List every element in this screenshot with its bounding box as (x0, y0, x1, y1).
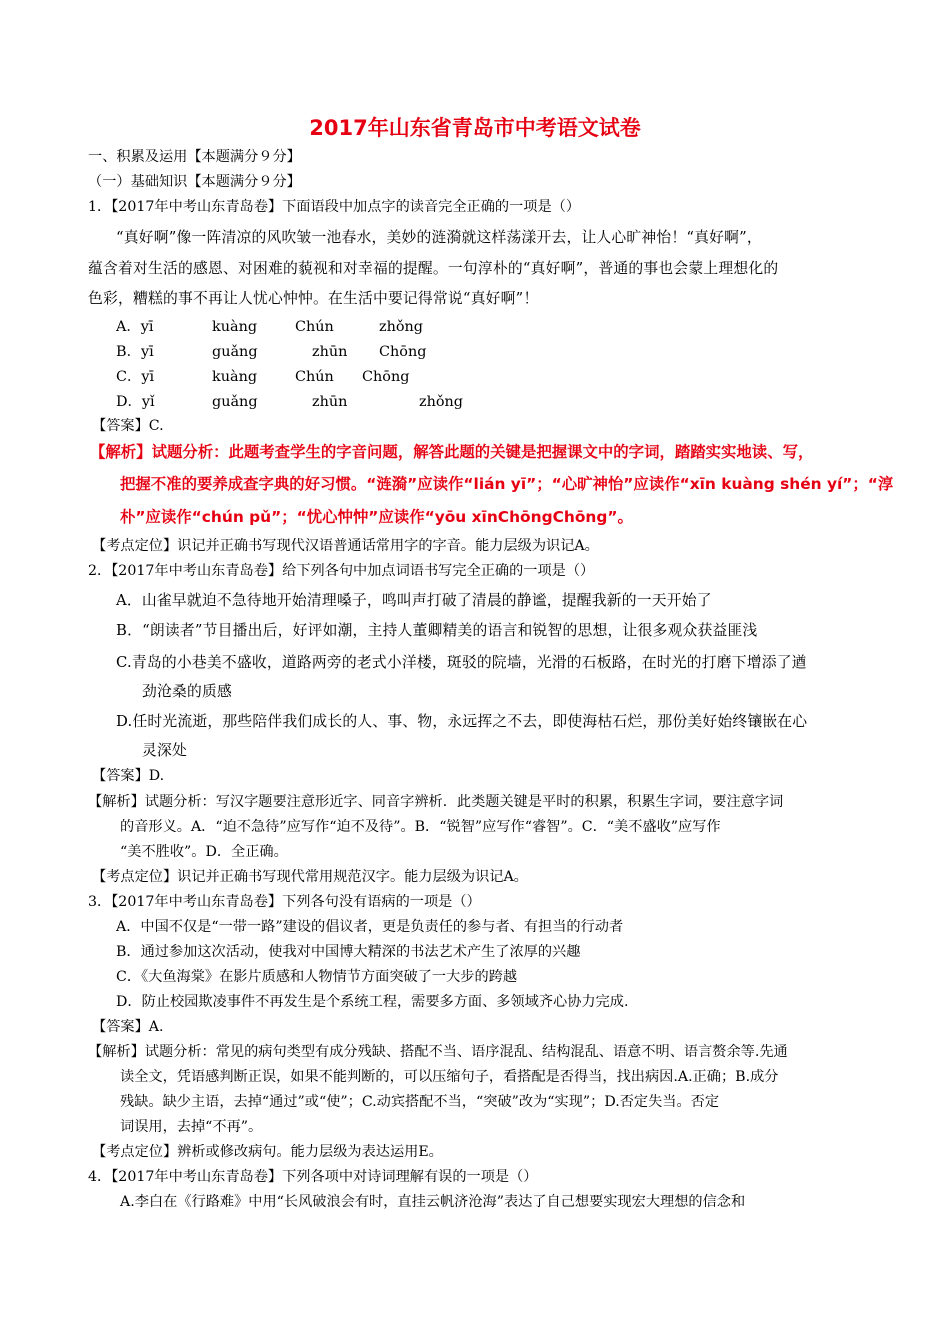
q1-passage-line: 蕴含着对生活的感恩、对困难的藐视和对幸福的提醒。一句淳朴的“真好啊”，普通的事也会蒙上理想化的 (88, 260, 779, 277)
q3-option-c: C．《大鱼海棠》在影片质感和人物情节方面突破了一大步的跨越 (116, 969, 518, 985)
pinyin: zhǒng (379, 319, 423, 335)
q4-option-a: A.李白在《行路难》中用“长风破浪会有时，直挂云帆济沧海”表达了自己想要实现宏大理想的信念和 (120, 1194, 746, 1210)
q2-option-c-cont: 劲沧桑的质感 (142, 683, 232, 700)
pinyin: zhūn (312, 394, 348, 410)
q3-stem: 3．【2017年中考山东青岛卷】下列各句没有语病的一项是（） (88, 894, 481, 910)
pinyin: kuàng (212, 369, 258, 385)
q1-passage-line: “真好啊”像一阵清凉的风吹皱一池春水，美妙的涟漪就这样荡漾开去，让人心旷神怡！“真好啊”， (116, 229, 762, 246)
pinyin: Chún (295, 369, 334, 385)
subsection-heading: （一）基础知识【本题满分９分】 (88, 174, 301, 190)
option-letter: A．yī (116, 319, 154, 335)
pinyin: zhǒng (419, 394, 463, 410)
q3-analysis-line: 残缺。缺少主语，去掉“通过”或“使”；C.动宾搭配不当，“突破”改为“实现”；D.否定失当。否定 (120, 1094, 720, 1110)
q1-point: 【考点定位】识记并正确书写现代汉语普通话常用字的字音。能力层级为识记A。 (92, 538, 599, 554)
q3-analysis-line: 【解析】试题分析：常见的病句类型有成分残缺、搭配不当、语序混乱、结构混乱、语意不明、语言赘余等.先通 (88, 1044, 788, 1060)
pinyin: guǎng (212, 344, 258, 360)
q1-option-a (116, 315, 423, 339)
q1-passage-line: 色彩，糟糕的事不再让人忧心忡忡。在生活中要记得常说“真好啊”！ (88, 290, 539, 307)
q2-analysis-line: 【解析】试题分析：写汉字题要注意形近字、同音字辨析．此类题关键是平时的积累，积累生字词，要注意字词 (88, 794, 784, 810)
q2-stem: 2．【2017年中考山东青岛卷】给下列各句中加点词语书写完全正确的一项是（） (88, 563, 595, 579)
option-letter: D．yǐ (116, 394, 155, 410)
pinyin: Chōng (379, 344, 427, 360)
q1-option-d (116, 390, 463, 414)
option-letter: B．yī (116, 344, 154, 360)
q1-analysis-line: 朴”应读作“chún pǔ”；“忧心忡忡”应读作“yōu xīnChōngChōng”。 (120, 508, 633, 526)
q2-option-b: B．“朗读者”节目播出后，好评如潮，主持人董卿精美的语言和锐智的思想，让很多观众获益匪浅 (116, 622, 758, 639)
q2-option-c: C.青岛的小巷美不盛收，道路两旁的老式小洋楼，斑驳的院墙，光滑的石板路，在时光的打磨下增添了遒 (116, 654, 807, 671)
q2-analysis-line: 的音形义。A．“迫不急待”应写作“迫不及待”。B．“锐智”应写作“睿智”。C．“美不盛收”应写作 (120, 819, 721, 835)
q3-point: 【考点定位】辨析或修改病句。能力层级为表达运用E。 (92, 1144, 443, 1160)
q2-option-d-cont: 灵深处 (142, 742, 187, 759)
pinyin: Chún (295, 319, 334, 335)
page-title: 2017年山东省青岛市中考语文试卷 (309, 116, 641, 140)
pinyin: zhūn (312, 344, 348, 360)
q2-option-d: D.任时光流逝，那些陪伴我们成长的人、事、物，永远挥之不去，即使海枯石烂，那份美好始终镶嵌在心 (116, 713, 808, 730)
q3-option-d: D．防止校园欺凌事件不再发生是个系统工程，需要多方面、多领域齐心协力完成. (116, 994, 629, 1010)
q1-answer: 【答案】C. (92, 418, 164, 434)
q3-analysis-line: 词误用，去掉“不再”。 (120, 1119, 263, 1135)
q1-option-b (116, 340, 426, 364)
q1-analysis-line: 【解析】试题分析：此题考查学生的字音问题，解答此题的关键是把握课文中的字词，踏踏实实地读、写， (90, 443, 814, 461)
pinyin: kuàng (212, 319, 258, 335)
q3-option-a: A．中国不仅是“一带一路”建设的倡议者，更是负责任的参与者、有担当的行动者 (116, 919, 624, 935)
option-letter: C．yī (116, 369, 155, 385)
q2-answer: 【答案】D. (92, 768, 165, 784)
pinyin: guǎng (212, 394, 258, 410)
q3-option-b: B．通过参加这次活动，使我对中国博大精深的书法艺术产生了浓厚的兴趣 (116, 944, 581, 960)
pinyin: Chōng (362, 369, 410, 385)
q1-option-c (116, 365, 409, 389)
q1-analysis-line: 把握不准的要养成查字典的好习惯。“涟漪”应读作“lián yī”；“心旷神怡”应读作“xīn kuàng shén yí”；“淳 (120, 475, 894, 493)
q2-option-a: A．山雀早就迫不急待地开始清理嗓子，鸣叫声打破了清晨的静谧，提醒我新的一天开始了 (116, 592, 712, 609)
q4-stem: 4．【2017年中考山东青岛卷】下列各项中对诗词理解有误的一项是（） (88, 1169, 538, 1185)
q3-answer: 【答案】A. (92, 1019, 164, 1035)
q2-point: 【考点定位】识记并正确书写现代常用规范汉字。能力层级为识记A。 (92, 869, 528, 885)
section-heading: 一、积累及运用【本题满分９分】 (88, 149, 301, 165)
q1-stem: 1．【2017年中考山东青岛卷】下面语段中加点字的读音完全正确的一项是（） (88, 199, 581, 215)
q2-analysis-line: “美不胜收”。D．全正确。 (120, 844, 288, 860)
q3-analysis-line: 读全文，凭语感判断正误，如果不能判断的，可以压缩句子，看搭配是否得当，找出病因.A.正确；B.成分 (120, 1069, 779, 1085)
